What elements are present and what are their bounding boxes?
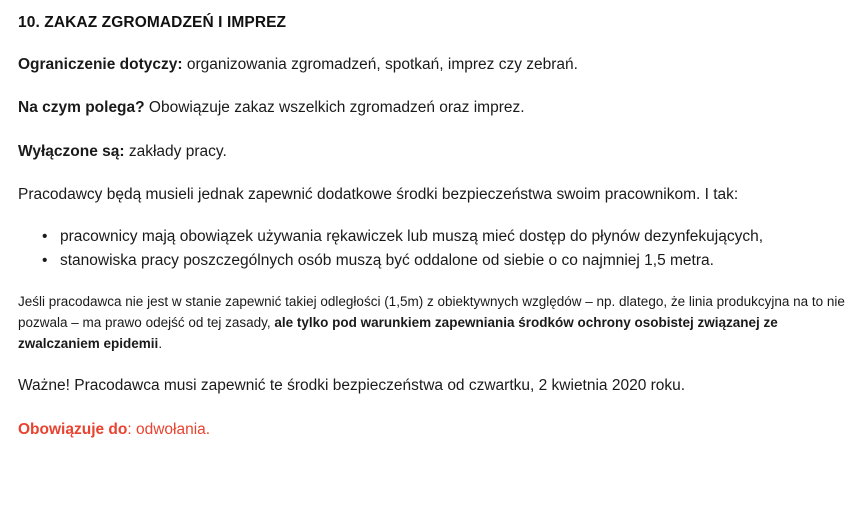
requirements-list: [18, 226, 845, 272]
validity-line: [18, 419, 845, 441]
exception-note-part1: Jeśli pracodawca nie jest w stanie zapewnić takiej odległości (1,5m) z obiektywnych względów – np. dlatego, że linia produkcyjna na to nie pozwala – ma prawo odejść od tej zasady,: [18, 293, 845, 330]
validity-value: : odwołania.: [127, 421, 211, 439]
what-text: Obowiązuje zakaz wszelkich zgromadzeń oraz imprez.: [144, 99, 525, 117]
excluded-label: Wyłączone są:: [18, 142, 125, 160]
section-heading: 10. ZAKAZ ZGROMADZEŃ I IMPREZ: [18, 14, 287, 31]
exception-note: [18, 292, 845, 355]
excluded-paragraph: [18, 141, 845, 163]
bullet-icon: •: [42, 251, 48, 269]
list-item: [42, 250, 845, 272]
restriction-paragraph: [18, 54, 845, 76]
what-label: Na czym polega?: [18, 99, 145, 117]
important-paragraph: Ważne! Pracodawca musi zapewnić te środki bezpieczeństwa od czwartku, 2 kwietnia 2020 roku.: [18, 376, 686, 394]
validity-label: Obowiązuje do: [18, 421, 128, 439]
excluded-text: zakłady pracy.: [124, 142, 227, 160]
restriction-text: organizowania zgromadzeń, spotkań, imprez czy zebrań.: [182, 56, 578, 73]
exception-note-emphasis: ale tylko pod warunkiem zapewniania środków ochrony osobistej związanej ze zwalczaniem epidemii: [18, 314, 778, 351]
exception-note-part2: .: [158, 335, 163, 351]
list-item-label: stanowiska pracy poszczególnych osób muszą być oddalone od siebie o co najmniej 1,5 metra.: [60, 251, 714, 269]
bullet-icon: •: [42, 227, 48, 245]
what-paragraph: [18, 97, 845, 119]
restriction-label: Ograniczenie dotyczy:: [18, 56, 183, 73]
list-item-label: pracownicy mają obowiązek używania rękawiczek lub muszą mieć dostęp do płynów dezynfekujących,: [60, 227, 764, 245]
list-item: [42, 226, 845, 248]
employers-intro-paragraph: Pracodawcy będą musieli jednak zapewnić dodatkowe środki bezpieczeństwa swoim pracownikom. I tak:: [18, 186, 739, 204]
